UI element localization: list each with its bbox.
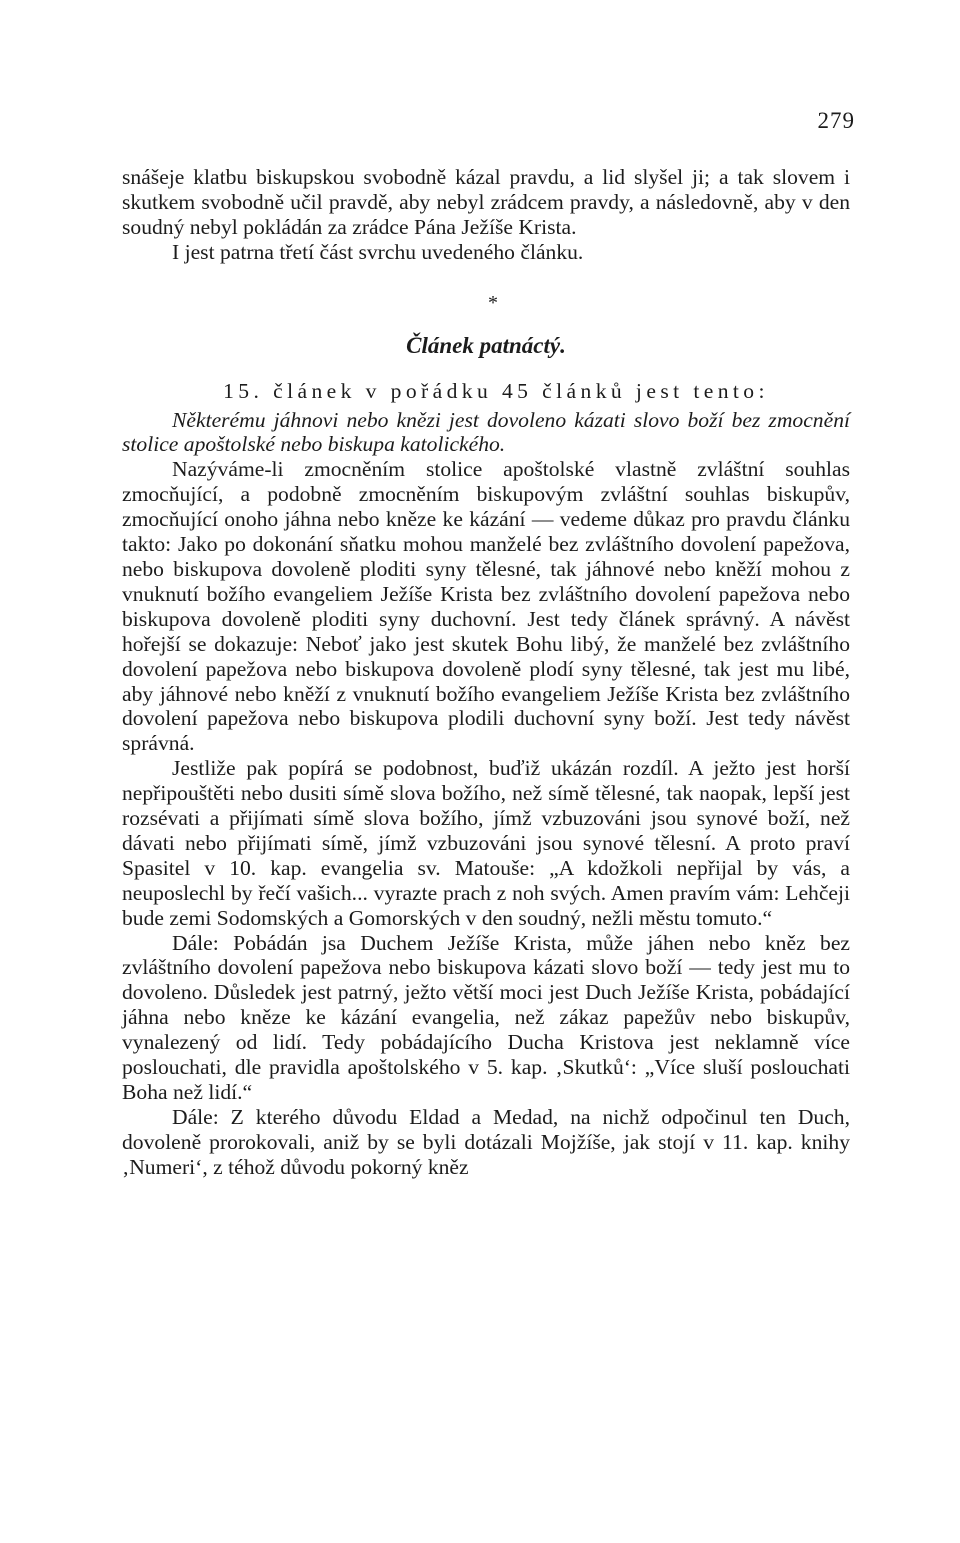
body-paragraph: Dále: Z kterého důvodu Eldad a Medad, na nichž odpočinul ten Duch, dovoleně prorokovali, aniž by se byli dotázali Mojžíše, jak stojí v 11. kap. knihy ‚Numeri‘, z téhož důvodu pokorný kněz (122, 1104, 850, 1179)
body-text (122, 165, 850, 1180)
section-separator: * (488, 291, 498, 314)
page-number: 279 (817, 108, 855, 133)
article-heading: Článek patnáctý. (406, 332, 566, 358)
article-statement: Některému jáhnovi nebo knězi jest dovoleno kázati slovo boží bez zmocnění stolice apoštolské nebo biskupa katolického. (122, 407, 850, 457)
body-paragraph: Jestliže pak popírá se podobnost, buďiž ukázán rozdíl. A ježto jest horší nepřipouštěti nebo dusiti símě slova božího, než símě tělesné, tak naopak, lepší jest rozsévati a přijímati símě slova božího, jímž vzbuzováni jsou synové boží, než dávati nebo přijímati símě, jímž vzbuzováni jsou synové tělesní. A proto praví Spasitel v 10. kap. evangelia sv. Matouše: „A kdožkoli nepřijal by vás, a neuposlechl by řečí vašich... vyrazte prach z noh svých. Amen pravím vám: Lehčeji bude zemi Sodomských a Gomorských v den soudný, nežli městu tomuto.“ (122, 756, 850, 930)
body-paragraph: Nazýváme-li zmocněním stolice apoštolské vlastně zvláštní souhlas zmocňující, a podobně zmocněním biskupovým zvláštní souhlas biskupův, zmocňující onoho jáhna nebo kněze ke kázání — vedeme důkaz pro pravdu článku takto: Jako po dokonání sňatku mohou manželé bez zvláštního dovolení papežova, nebo biskupova dovoleně ploditi syny tělesné, tak jáhnové nebo kněží mohou z vnuknutí božího evangeliem Ježíše Krista bez zvláštního dovolení papežova nebo biskupova dovoleně ploditi syny duchovní. Jest tedy článek správný. A návěst hořejší se dokazuje: Neboť jako jest skutek Bohu libý, že manželé bez zvláštního dovolení papežova nebo biskupova dovoleně plodí syny tělesné, tak jest mu libé, aby jáhnové nebo kněží z vnuknutí božího evangeliem Ježíše Krista bez zvláštního dovolení papežova nebo biskupova plodili duchovní syny boží. Jest tedy návěst správná. (122, 457, 850, 756)
intro-paragraph: I jest patrna třetí část svrchu uvedeného článku. (172, 239, 584, 264)
intro-paragraph: snášeje klatbu biskupskou svobodně kázal pravdu, a lid slyšel ji; a tak slovem i skutkem svobodně učil pravdě, aby nebyl zrádcem pravdy, a následovně, aby v den soudný nebyl pokládán za zrádce Pána Ježíše Krista. (122, 165, 850, 239)
body-paragraph: Dále: Pobádán jsa Duchem Ježíše Krista, může jáhen nebo kněz bez zvláštního dovolení papežova nebo biskupova kázati slovo boží — tedy jest mu to dovoleno. Důsledek jest patrný, ježto větší moci jest Duch Ježíše Krista, pobádající jáhna nebo kněze ke kázání evangelia, než zákaz papežův nebo biskupův, vynalezený od lidí. Tedy pobádajícího Ducha Kristova jest neklamně více poslouchati, dle pravidla apoštolského v 5. kap. ‚Skutků‘: „Více sluší poslouchati Boha než lidí.“ (122, 930, 850, 1104)
article-subheading: 15. článek v pořádku 45 článků jest tento: (223, 378, 769, 403)
